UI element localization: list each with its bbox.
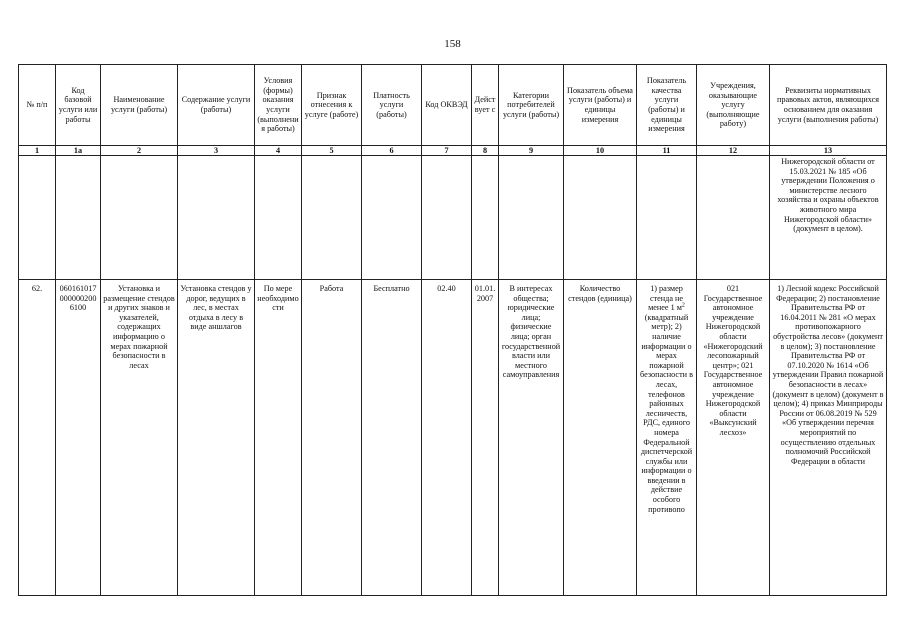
column-number: 1 xyxy=(19,146,56,156)
quality-text-end: (квадратный метр); 2) наличие информации о мерах пожарной безопасности в лесах, телефонов районных лесничеств, РДС, единого номера Федеральной диспетчерской службы или информации о введении в действие особого противопо xyxy=(640,312,693,514)
header-cell: Код базовой услуги или работы xyxy=(56,65,101,146)
column-number: 6 xyxy=(362,146,422,156)
column-number: 12 xyxy=(697,146,770,156)
empty-cell xyxy=(697,156,770,280)
header-cell: Наименование услуги (работы) xyxy=(101,65,178,146)
empty-cell xyxy=(637,156,697,280)
empty-cell xyxy=(472,156,499,280)
service-attribute: Работа xyxy=(302,280,362,596)
header-cell: Показатель качества услуги (работы) и единицы измерения xyxy=(637,65,697,146)
header-cell: Код ОКВЭД xyxy=(422,65,472,146)
service-content: Установка стендов у дорог, ведущих в лес, в местах отдыха в лесу в виде аншлагов xyxy=(178,280,255,596)
empty-cell xyxy=(56,156,101,280)
empty-cell xyxy=(19,156,56,280)
service-conditions: По мере необходимости xyxy=(255,280,302,596)
empty-cell xyxy=(302,156,362,280)
consumer-categories: В интересах общества; юридические лица; физические лица; орган государственной власти или местного самоуправления xyxy=(499,280,564,596)
continuation-row xyxy=(19,156,887,280)
header-cell: Содержание услуги (работы) xyxy=(178,65,255,146)
service-code: 0601610170000002006100 xyxy=(56,280,101,596)
empty-cell xyxy=(499,156,564,280)
service-name: Установка и размещение стендов и других знаков и указателей, содержащих информацию о мерах пожарной безопасности в лесах xyxy=(101,280,178,596)
column-number: 3 xyxy=(178,146,255,156)
row-number: 62. xyxy=(19,280,56,596)
column-number: 2 xyxy=(101,146,178,156)
quality-text-start: 1) размер стенда не менее 1 м xyxy=(648,284,684,313)
empty-cell xyxy=(362,156,422,280)
header-cell: № п/п xyxy=(19,65,56,146)
page-number: 158 xyxy=(444,38,461,50)
quality-superscript: 2 xyxy=(681,302,685,309)
header-cell: Платность услуги (работы) xyxy=(362,65,422,146)
header-cell: Категории потребителей услуги (работы) xyxy=(499,65,564,146)
header-cell: Показатель объема услуги (работы) и единицы измерения xyxy=(564,65,637,146)
table-row xyxy=(19,280,887,596)
institutions-cell: 021 Государственное автономное учреждение Нижегородской области «Нижегородский лесопожарный центр»; 021 Государственное автономное учреждение Нижегородской области «Выксунский лесхоз» xyxy=(697,280,770,596)
column-number: 1а xyxy=(56,146,101,156)
valid-from-date: 01.01.2007 xyxy=(472,280,499,596)
quality-indicator xyxy=(637,280,697,596)
column-number: 4 xyxy=(255,146,302,156)
header-row xyxy=(19,65,887,146)
column-number: 8 xyxy=(472,146,499,156)
column-number: 9 xyxy=(499,146,564,156)
empty-cell xyxy=(422,156,472,280)
column-number: 13 xyxy=(770,146,887,156)
okved-code: 02.40 xyxy=(422,280,472,596)
empty-cell xyxy=(178,156,255,280)
header-cell: Условия (формы) оказания услуги (выполнения работы) xyxy=(255,65,302,146)
services-registry-table xyxy=(18,64,887,596)
legal-acts-cell: 1) Лесной кодекс Российской Федерации; 2) постановление Правительства РФ от 16.04.2011 № 281 «О мерах противопожарного обустройства лесов» (документ в целом); 3) постановление Правительства РФ от 07.10.2020 № 1614 «Об утверждении Правил пожарной безопасности в лесах» (документ в целом) (документ в целом); 4) приказ Минприроды России от 06.08.2019 № 529 «Об утверждении перечня мероприятий по осуществлению отдельных полномочий Российской Федерации в области xyxy=(770,280,887,596)
header-cell: Признак отнесения к услуге (работе) xyxy=(302,65,362,146)
header-cell: Реквизиты нормативных правовых актов, являющихся основанием для оказания услуги (выполнения работы) xyxy=(770,65,887,146)
service-payment: Бесплатно xyxy=(362,280,422,596)
empty-cell xyxy=(564,156,637,280)
header-cell: Учреждения, оказывающие услугу (выполняющие работу) xyxy=(697,65,770,146)
column-number-row xyxy=(19,146,887,156)
column-number: 5 xyxy=(302,146,362,156)
empty-cell xyxy=(101,156,178,280)
column-number: 11 xyxy=(637,146,697,156)
column-number: 7 xyxy=(422,146,472,156)
volume-indicator: Количество стендов (единица) xyxy=(564,280,637,596)
empty-cell xyxy=(255,156,302,280)
column-number: 10 xyxy=(564,146,637,156)
continuation-acts-cell: Нижегородской области от 15.03.2021 № 185 «Об утверждении Положения о министерстве лесного хозяйства и охраны объектов животного мира Нижегородской области» (документ в целом). xyxy=(770,156,887,280)
header-cell: Действует с xyxy=(472,65,499,146)
